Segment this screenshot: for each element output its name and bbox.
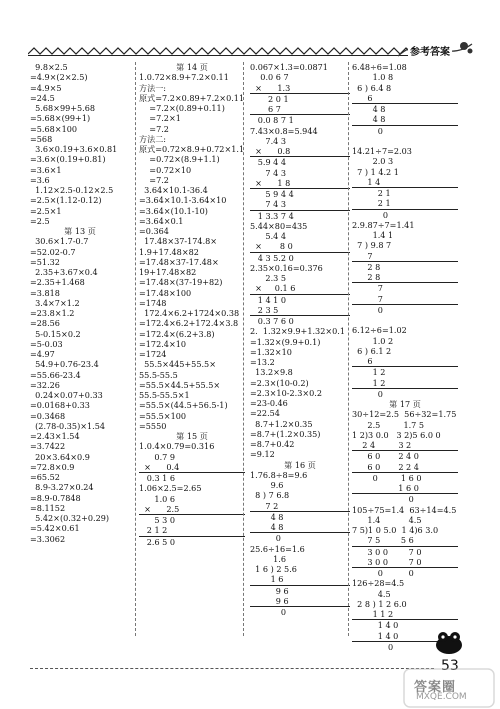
- answer-line: =3.64×10.1-3.64×10: [139, 195, 227, 206]
- answer-line: 5.9 4 4: [250, 157, 287, 168]
- answer-line: 1 6 0: [352, 483, 458, 494]
- answer-line: 3 0 0 7 0: [352, 546, 422, 557]
- answer-line: =2.3×10-2.3×0.2: [250, 387, 322, 398]
- answer-line: =0.72×(8.9+1.1): [139, 154, 220, 165]
- answer-line: 2 4 3 2: [352, 440, 458, 451]
- column-divider: [135, 62, 136, 636]
- answer-line: 原式=0.72×8.9+0.72×1.1: [139, 144, 245, 154]
- answer-line: × 2.5: [139, 504, 245, 515]
- answer-line: 2.0 3: [352, 156, 394, 167]
- answer-line: =5550: [139, 420, 167, 431]
- answer-line: 6 7: [250, 104, 350, 115]
- answer-line: 55.5-55.5×1: [139, 390, 190, 400]
- answer-line: × 1.3: [250, 83, 350, 94]
- answer-line: 4 8: [352, 104, 386, 114]
- answer-line: 172.4×6.2+1724×0.38: [139, 308, 240, 318]
- answer-line: =2.35+1.468: [30, 277, 85, 288]
- answer-line: 2 3 5: [250, 305, 350, 316]
- answer-line: (2.78-0.35)×1.54: [30, 420, 106, 431]
- answer-line: 5 9 4 4: [250, 189, 294, 199]
- answer-line: 2 1 2: [139, 525, 245, 536]
- answer-line: 9.6: [250, 480, 284, 490]
- answer-line: 1.12×2.5-0.12×2.5: [30, 185, 114, 195]
- answer-line: 2.35+3.67×0.4: [30, 267, 98, 277]
- answer-line: 6: [352, 93, 458, 104]
- answer-line: 0: [352, 304, 383, 315]
- answer-line: 14.21÷7=2.03: [352, 146, 412, 156]
- answer-line: =0.72×10: [139, 164, 192, 175]
- answer-line: 2. 1.32×9.9+1.32×0.1: [250, 326, 345, 337]
- answer-line: 105÷75=1.4 63÷14=4.5: [352, 504, 457, 515]
- answer-line: 4 8: [352, 114, 458, 125]
- answer-line: 6: [352, 356, 458, 367]
- answer-line: 2 1: [352, 188, 391, 198]
- answer-line: 6 0 2 2 4: [352, 462, 458, 473]
- answer-column-1: [30, 62, 130, 544]
- answer-line: 5-0.15×0.2: [30, 328, 81, 339]
- answer-line: 8 ) 7 6.8: [250, 490, 290, 501]
- answer-line: 7: [352, 283, 383, 294]
- watermark-text: 答案圈: [414, 680, 457, 695]
- answer-line: 1.76.8÷8=9.6: [250, 469, 308, 480]
- answer-line: =17.48×(37-19+82): [139, 277, 223, 288]
- page-heading: 第 17 页: [389, 399, 421, 409]
- answer-line: 5.44×80=435: [250, 220, 308, 231]
- answer-line: 2.6 5 0: [139, 536, 176, 547]
- answer-line: =2.5×(1.12-0.12): [30, 195, 102, 206]
- answer-line: 6.48÷6=1.08: [352, 62, 407, 72]
- answer-line: =7.2×1: [139, 113, 181, 124]
- answer-line: =24.5: [30, 92, 55, 103]
- answer-line: 19+17.48×82: [139, 267, 197, 277]
- answer-line: 1 3.3 7 4: [250, 210, 294, 221]
- answer-column-3: [250, 62, 350, 617]
- answer-line: =3.3062: [30, 533, 66, 544]
- answer-line: 7 5)1 0 5.0 1 4)6 3.0: [352, 525, 439, 535]
- page-heading: 第 15 页: [176, 431, 208, 441]
- answer-line: =72.8×0.9: [30, 461, 75, 472]
- answer-line: 55.5-55.5: [139, 369, 178, 380]
- cartoon-mascot-icon: [432, 628, 466, 656]
- watermark-url: MXQE.COM: [416, 692, 467, 702]
- answer-line: 4 8: [250, 511, 284, 522]
- answer-line: 1 6: [250, 574, 350, 585]
- answer-line: 7.43×0.8=5.944: [250, 125, 318, 136]
- answer-line: 17.48×37-174.8×: [139, 236, 218, 247]
- answer-line: =51.32: [30, 256, 60, 267]
- answer-line: 1 4 1 0: [250, 294, 287, 305]
- answer-line: 7 ) 1 4.2 1: [352, 166, 399, 177]
- answer-line: =172.4×10: [139, 338, 187, 349]
- answer-line: =172.4×(6.2+3.8): [139, 328, 215, 339]
- answer-line: =23-0.46: [250, 398, 288, 408]
- answer-line: =0.3468: [30, 410, 66, 421]
- answer-line: × 0.4: [139, 462, 245, 473]
- answer-line: 7 ) 9.8 7: [352, 240, 392, 251]
- answer-line: 7 4 3: [250, 199, 350, 210]
- answer-line: =7.2: [139, 123, 169, 134]
- answer-line: × 0.1 6: [250, 283, 350, 294]
- answer-line: 3.6×0.19+3.6×0.81: [30, 144, 118, 154]
- answer-line: 原式=7.2×0.89+7.2×0.11: [139, 92, 245, 103]
- answer-line: 1.06×2.5=2.65: [139, 483, 202, 494]
- answer-line: =8.7+(1.2×0.35): [250, 428, 321, 439]
- answer-line: =55.5×100: [139, 410, 187, 421]
- answer-line: 2 8 ) 1 2 6.0: [352, 598, 407, 609]
- answer-line: =3.64×0.1: [139, 215, 184, 226]
- answer-line: 8.7+1.2×0.35: [250, 418, 313, 429]
- answer-line: 0 1 6 0: [352, 472, 422, 483]
- answer-line: =22.54: [250, 408, 280, 419]
- answer-line: 0.3 1 6: [139, 473, 176, 483]
- answer-line: =3.6: [30, 174, 50, 185]
- answer-line: =3.6×1: [30, 164, 62, 175]
- answer-line: [352, 315, 458, 325]
- answer-line: 2.3 5: [250, 273, 287, 283]
- answer-line: =3.7422: [30, 441, 66, 452]
- page-heading: 第 14 页: [176, 62, 208, 72]
- answer-column-4: [352, 62, 458, 652]
- answer-line: 7 4 3: [250, 167, 287, 178]
- answer-line: =1724: [139, 349, 167, 359]
- answer-line: 6 0 2 4 0: [352, 451, 419, 462]
- answer-line: =17.48×37-17.48×: [139, 256, 219, 267]
- answer-line: =8.1152: [30, 502, 66, 513]
- answer-line: 4 8: [250, 522, 350, 533]
- answer-line: =17.48×100: [139, 287, 192, 298]
- answer-line: 5 3 0: [139, 515, 176, 525]
- answer-line: =32.26: [30, 379, 60, 390]
- answer-line: 6 ) 6.4 8: [352, 82, 392, 93]
- answer-line: 1 4 0: [352, 620, 399, 631]
- answer-line: 7 5 5 6: [352, 535, 458, 546]
- answer-line: 54.9+0.76-23.4: [30, 359, 99, 370]
- answer-line: =7.2: [139, 174, 169, 185]
- answer-line: 1 2: [352, 367, 386, 378]
- answer-line: =28.56: [30, 318, 60, 329]
- answer-line: 0.067×1.3=0.0871: [250, 62, 328, 72]
- answer-line: 3.4×7×1.2: [30, 297, 80, 308]
- answer-line: =1.32×10: [250, 346, 292, 357]
- answer-line: 30.6×1.7-0.7: [30, 236, 89, 247]
- answer-line: =55.5×44.5+55.5×: [139, 379, 221, 390]
- answer-line: 1.0 8: [352, 72, 394, 83]
- answer-line: =5.42×0.61: [30, 523, 80, 534]
- header-zigzag-band: [28, 46, 424, 56]
- answer-line: 5.4 4: [250, 231, 287, 241]
- answer-line: =9.12: [250, 449, 275, 460]
- answer-line: =2.5×1: [30, 205, 62, 216]
- answer-line: 0.24×0.07+0.33: [30, 390, 103, 400]
- page-heading: 第 13 页: [64, 226, 96, 236]
- answer-column-2: [139, 62, 245, 547]
- answer-line: 1 1 2: [352, 609, 458, 620]
- answer-line: [352, 136, 458, 146]
- answer-line: =55.66-23.4: [30, 369, 81, 380]
- answer-columns: [30, 62, 457, 652]
- answer-line: =0.0168+0.33: [30, 400, 90, 411]
- answer-line: 1.0 6: [139, 493, 176, 504]
- answer-line: =2.3×(10-0.2): [250, 377, 309, 388]
- answer-line: =4.9×5: [30, 82, 62, 93]
- answer-line: 0 0: [352, 568, 414, 578]
- answer-line: 1 4 0: [352, 631, 458, 642]
- answer-line: 0: [352, 494, 414, 505]
- answer-line: 7 2: [250, 501, 350, 512]
- answer-line: 6 ) 6.1 2: [352, 345, 392, 356]
- answer-line: =3.64×(10.1-10): [139, 205, 208, 216]
- answer-line: 0.7 9: [139, 451, 176, 462]
- answer-line: 4.5: [352, 588, 391, 599]
- answer-line: 0: [250, 533, 281, 544]
- answer-line: =1.32×(9.9+0.1): [250, 336, 321, 347]
- answer-line: =8.7+0.42: [250, 439, 295, 449]
- answer-line: 1.6: [250, 553, 287, 564]
- answer-line: =5.68×100: [30, 123, 78, 134]
- answer-line: 20×3.64×0.9: [30, 451, 90, 462]
- answer-line: =52.02-0.7: [30, 246, 76, 257]
- answer-line: 55.5×445+55.5×: [139, 359, 216, 370]
- answer-line: =2.5: [30, 215, 50, 226]
- answer-line: 30÷12=2.5 56÷32=1.75: [352, 409, 457, 420]
- answer-line: 0.0 6 7: [250, 72, 289, 83]
- answer-line: 126÷28=4.5: [352, 578, 405, 589]
- answer-line: 1 4: [352, 177, 458, 188]
- answer-line: 2 8: [352, 272, 458, 283]
- footer-rule: [30, 668, 434, 669]
- answer-line: 4 3 5.2 0: [250, 252, 294, 263]
- answer-line: 0: [352, 209, 389, 220]
- answer-line: =55.5×(44.5+56.5-1): [139, 400, 228, 411]
- answer-line: 3.64×10.1-36.4: [139, 185, 208, 195]
- answer-line: 1.4 1: [352, 230, 394, 240]
- answer-line: 8.9-3.27×0.24: [30, 482, 94, 493]
- answer-line: 9 6: [250, 585, 289, 596]
- answer-line: =13.2: [250, 357, 275, 367]
- answer-line: 2 8: [352, 261, 381, 272]
- answer-line: =65.52: [30, 472, 60, 482]
- answer-line: =0.364: [139, 226, 169, 236]
- answer-line: 1 6 ) 2 5.6: [250, 564, 297, 574]
- answer-line: 1.4 4.5: [352, 514, 422, 525]
- answer-header-label: 参考答案: [408, 43, 452, 58]
- answer-line: 9 6: [250, 596, 350, 607]
- answer-line: =5-0.03: [30, 338, 63, 349]
- answer-line: =4.9×(2×2.5): [30, 72, 88, 83]
- answer-line: 1 2: [352, 378, 458, 389]
- answer-line: 7.4 3: [250, 135, 287, 146]
- answer-line: × 8 0: [250, 241, 350, 252]
- answer-line: 7: [352, 251, 458, 262]
- answer-line: 7: [352, 294, 458, 305]
- answer-line: 1.0.4×0.79=0.316: [139, 441, 215, 452]
- answer-line: 2 0 1: [250, 93, 289, 104]
- answer-line: =23.8×1.2: [30, 308, 75, 318]
- answer-line: 25.6÷16=1.6: [250, 543, 305, 554]
- answer-line: 2.5 1.7 5: [352, 419, 425, 430]
- column-divider: [348, 62, 349, 636]
- answer-line: =1748: [139, 297, 167, 308]
- answer-line: 5.68×99+5.68: [30, 103, 96, 113]
- answer-line: 3 0 0 7 0: [352, 557, 458, 568]
- answer-line: 方法一:: [139, 82, 167, 93]
- answer-line: 2.35×0.16=0.376: [250, 262, 323, 273]
- answer-line: =568: [30, 133, 53, 144]
- answer-line: 0: [352, 388, 383, 399]
- answer-line: 1.0 2: [352, 335, 394, 346]
- answer-line: 0.3 7 6 0: [250, 316, 294, 326]
- answer-line: =3.6×(0.19+0.81): [30, 154, 106, 165]
- answer-line: 2.9.87÷7=1.41: [352, 219, 415, 230]
- answer-line: =2.43×1.54: [30, 431, 80, 441]
- column-divider: [243, 62, 244, 636]
- answer-line: =5.68×(99+1): [30, 113, 91, 124]
- answer-line: × 0.8: [250, 146, 350, 157]
- answer-header: [396, 36, 474, 62]
- answer-line: 1 2)3 0.0 3 2)5 6.0 0: [352, 429, 441, 440]
- answer-line: 9.8×2.5: [30, 62, 68, 72]
- answer-line: 0.0 8 7 1: [250, 115, 294, 126]
- answer-line: 方法二:: [139, 133, 167, 144]
- answer-line: 1.9+17.48×82: [139, 246, 199, 257]
- answer-line: 0: [352, 641, 394, 652]
- answer-line: 2 1: [352, 198, 458, 209]
- page-number: 53: [441, 658, 459, 674]
- answer-line: 13.2×9.8: [250, 367, 293, 378]
- answer-line: 0: [352, 125, 383, 136]
- answer-line: =7.2×(0.89+0.11): [139, 103, 225, 113]
- answer-line: 0: [250, 607, 287, 617]
- answer-line: 6.12÷6=1.02: [352, 325, 407, 336]
- answer-line: 1.0.72×8.9+7.2×0.11: [139, 72, 229, 83]
- answer-line: =8.9-0.7848: [30, 492, 81, 503]
- answer-line: =3.818: [30, 287, 60, 298]
- answer-line: =4.97: [30, 349, 55, 359]
- answer-line: =172.4×6.2+172.4×3.8: [139, 318, 239, 329]
- page-heading: 第 16 页: [284, 459, 316, 470]
- answer-line: 5.42×(0.32+0.29): [30, 513, 110, 523]
- answer-line: × 1 8: [250, 178, 350, 189]
